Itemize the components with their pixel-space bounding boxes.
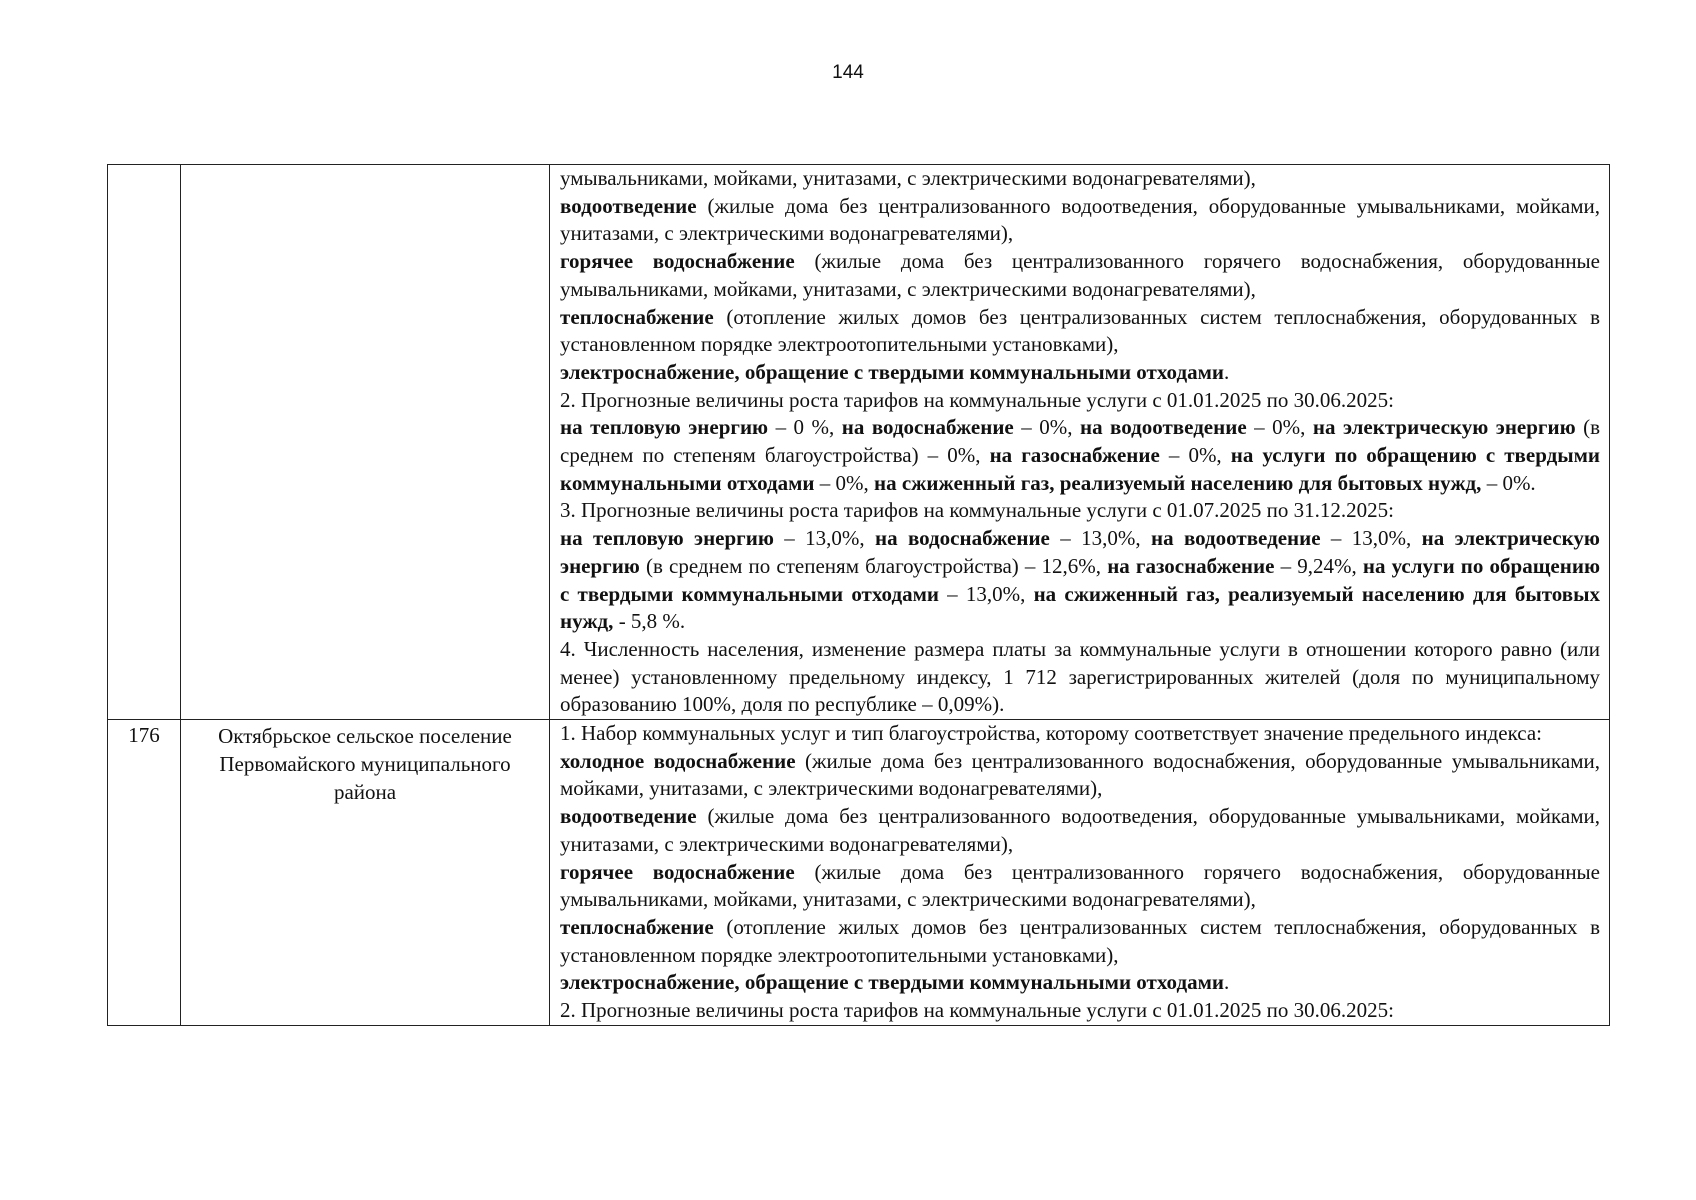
text-run: (в среднем по степеням благоустройства) – 12,6%, — [639, 553, 1108, 578]
municipality-name-cell — [181, 165, 550, 720]
text-run: (отопление жилых домов без централизованных систем теплоснабжения, оборудованных в установленном порядке электроотопительными установками), — [560, 914, 1600, 967]
municipality-name-cell: Октябрьское сельское поселение Первомайского муниципального района — [181, 720, 550, 1026]
description-paragraph — [560, 969, 1600, 997]
text-run: 1. Набор коммунальных услуг и тип благоустройства, которому соответствует значение предельного индекса: — [560, 721, 1542, 746]
description-paragraph — [560, 997, 1600, 1025]
bold-text-run: на тепловую энергию — [560, 415, 769, 440]
text-run: – 0 %, — [768, 415, 842, 440]
bold-text-run: горячее водоснабжение — [560, 859, 795, 884]
text-run: - 5,8 %. — [613, 609, 686, 634]
bold-text-run: на электрическую энергию — [1312, 415, 1576, 440]
description-paragraph — [560, 193, 1600, 248]
text-run: – 0%, — [1246, 415, 1313, 440]
text-run: (жилые дома без централизованного горячего водоснабжения, оборудованные умывальниками, мойками, унитазами, с электрическими водонагревателями), — [560, 859, 1600, 912]
description-cell — [550, 165, 1610, 720]
bold-text-run: холодное водоснабжение — [560, 748, 796, 773]
bold-text-run: на сжиженный газ, реализуемый населению для бытовых нужд, — [874, 470, 1482, 495]
text-run: 2. Прогнозные величины роста тарифов на коммунальные услуги с 01.01.2025 по 30.06.2025: — [560, 998, 1394, 1023]
description-paragraph — [560, 803, 1600, 858]
text-run: (в среднем по степеням благоустройства) – 0%, — [560, 415, 1601, 468]
description-cell — [550, 720, 1610, 1026]
text-run: умывальниками, мойками, унитазами, с электрическими водонагревателями), — [560, 166, 1256, 190]
bold-text-run: на сжиженный газ, реализуемый населению для бытовых нужд, — [560, 581, 1600, 634]
description-paragraph — [560, 636, 1600, 719]
description-paragraph — [560, 414, 1600, 497]
description-paragraph — [560, 720, 1600, 748]
bold-text-run: на услуги по обращению с твердыми коммунальными отходами — [560, 443, 1601, 495]
description-paragraph — [560, 304, 1600, 359]
row-number-cell — [108, 165, 181, 720]
row-number-cell: 176 — [108, 720, 181, 1026]
description-paragraph — [560, 387, 1600, 415]
table-row — [108, 720, 1610, 1026]
text-run: (отопление жилых домов без централизованных систем теплоснабжения, оборудованных в установленном порядке электроотопительными установками), — [560, 304, 1600, 357]
table-row — [108, 165, 1610, 720]
text-run: (жилые дома без централизованного водоотведения, оборудованные умывальниками, мойками, унитазами, с электрическими водонагревателями), — [560, 804, 1600, 856]
text-run: – 0%. — [1481, 470, 1536, 495]
bold-text-run: теплоснабжение — [560, 914, 714, 939]
text-run: – 13,0%, — [773, 526, 875, 551]
text-run: 3. Прогнозные величины роста тарифов на коммунальные услуги с 01.07.2025 по 31.12.2025: — [560, 498, 1394, 523]
text-run: – 9,24%, — [1274, 553, 1363, 578]
bold-text-run: на газоснабжение — [989, 443, 1160, 468]
bold-text-run: водоотведение — [560, 193, 697, 218]
bold-text-run: на услуги по обращению с твердыми коммунальными отходами — [560, 553, 1600, 606]
description-paragraph — [560, 748, 1600, 803]
text-run: (жилые дома без централизованного водоотведения, оборудованные умывальниками, мойками, унитазами, с электрическими водонагревателями), — [560, 193, 1600, 246]
text-run: – 13,0%, — [938, 581, 1034, 606]
text-run: – 13,0%, — [1320, 526, 1422, 551]
bold-text-run: теплоснабжение — [560, 304, 714, 329]
bold-text-run: горячее водоснабжение — [560, 249, 795, 274]
description-paragraph — [560, 859, 1600, 914]
description-paragraph — [560, 497, 1600, 525]
text-run: 4. Численность населения, изменение размера платы за коммунальные услуги в отношении которого равно (или менее) установленному предельному индексу, 1 712 зарегистрированных жителей (доля по муниципальному образованию 100%, доля по республике – 0,09%). — [560, 636, 1600, 717]
bold-text-run: на водоотведение — [1079, 415, 1247, 440]
bold-text-run: электроснабжение, обращение с твердыми коммунальными отходами — [560, 359, 1224, 384]
text-run: – 13,0%, — [1049, 526, 1151, 551]
text-run: – 0%, — [1013, 415, 1080, 440]
description-paragraph — [560, 359, 1600, 387]
text-run: 2. Прогнозные величины роста тарифов на коммунальные услуги с 01.01.2025 по 30.06.2025: — [560, 387, 1394, 412]
description-paragraph — [560, 248, 1600, 303]
bold-text-run: на водоснабжение — [874, 526, 1050, 551]
bold-text-run: на водоснабжение — [841, 415, 1014, 440]
bold-text-run: на тепловую энергию — [560, 526, 774, 551]
bold-text-run: водоотведение — [560, 804, 697, 829]
description-paragraph — [560, 525, 1600, 636]
bold-text-run: электроснабжение, обращение с твердыми коммунальными отходами — [560, 970, 1224, 995]
text-run: (жилые дома без централизованного горячего водоснабжения, оборудованные умывальниками, мойками, унитазами, с электрическими водонагревателями), — [560, 249, 1600, 301]
description-paragraph — [560, 914, 1600, 969]
bold-text-run: на газоснабжение — [1107, 553, 1275, 578]
text-run: . — [1223, 970, 1230, 995]
text-run: – 0%, — [814, 470, 875, 495]
text-run: . — [1223, 359, 1230, 384]
description-paragraph — [560, 165, 1600, 193]
bold-text-run: на водоотведение — [1150, 526, 1321, 551]
bold-text-run: на электрическую энергию — [560, 526, 1600, 578]
tariff-table — [107, 164, 1610, 1026]
text-run: (жилые дома без централизованного водоснабжения, оборудованные умывальниками, мойками, унитазами, с электрическими водонагревателями), — [560, 748, 1600, 801]
text-run: – 0%, — [1159, 443, 1231, 468]
page-number: 144 — [832, 62, 864, 83]
